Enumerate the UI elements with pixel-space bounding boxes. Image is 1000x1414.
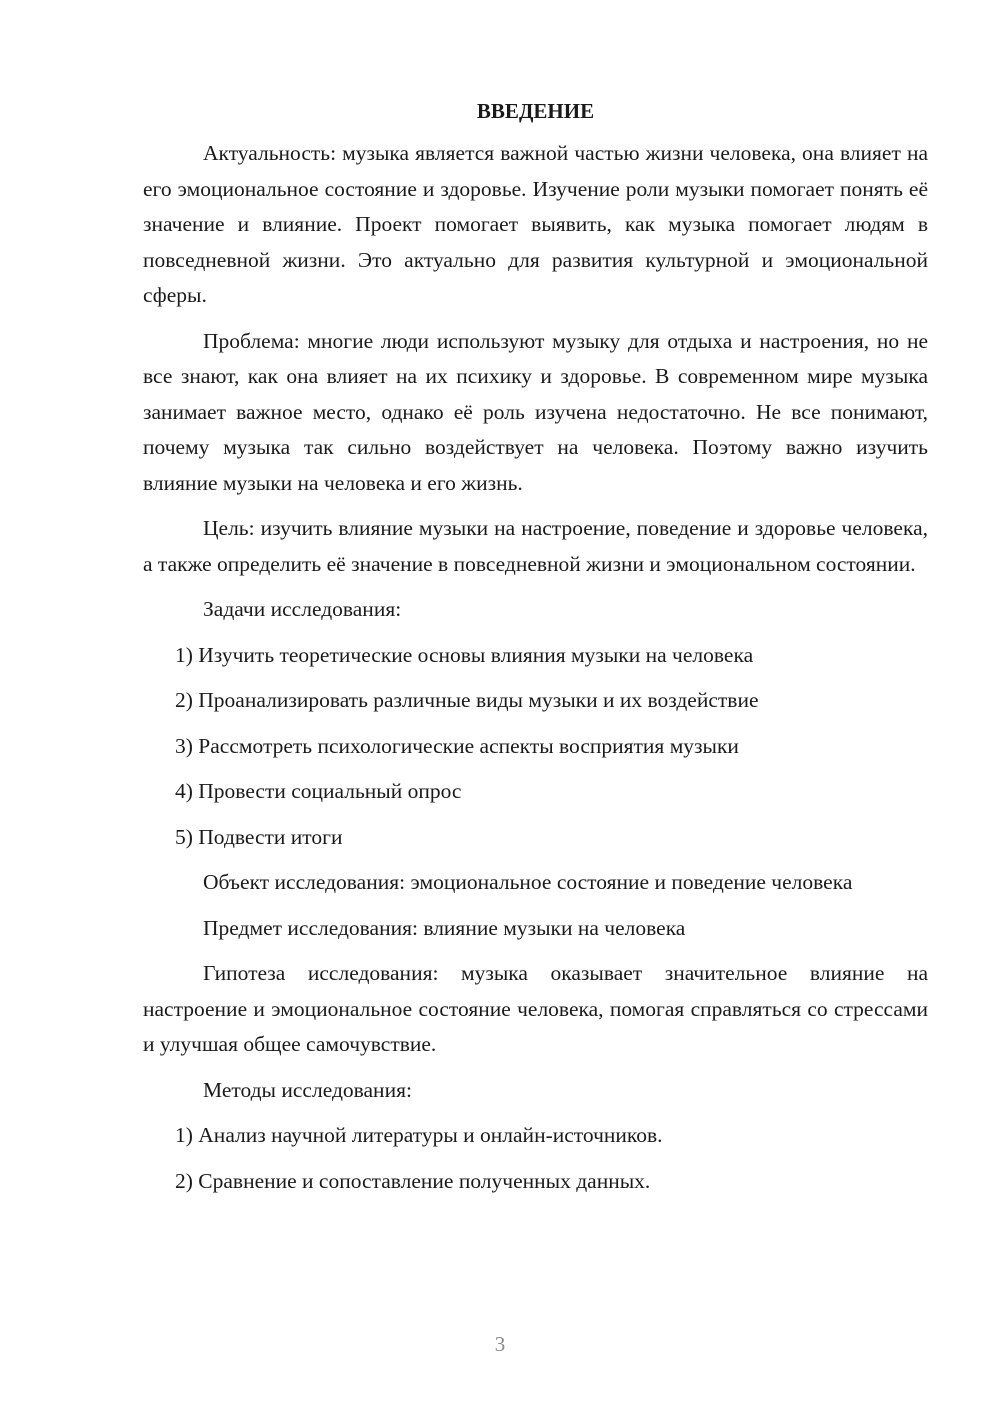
section-title: ВВЕДЕНИЕ [476,99,595,123]
document-page [143,96,928,1209]
problem-paragraph: Проблема: многие люди используют музыку для отдыха и настроения, но не все знают, как она влияет на их психику и здоровье. В современном мире музыка занимает важное место, однако её роль изучена недостаточно. Не все понимают, почему музыка так сильно воздействует на человека. Поэтому важно изучить влияние музыки на человека и его жизнь. [143,328,928,495]
goal-paragraph: Цель: изучить влияние музыки на настроение, поведение и здоровье человека, а также определить её значение в повседневной жизни и эмоциональном состоянии. [143,516,928,576]
object-paragraph: Объект исследования: эмоциональное состояние и поведение человека [203,870,853,894]
tasks-heading: Задачи исследования: [203,597,402,621]
method-item: 2) Сравнение и сопоставление полученных данных. [175,1168,651,1193]
methods-list [143,1118,928,1199]
subject-paragraph: Предмет исследования: влияние музыки на человека [203,915,686,940]
method-item: 1) Анализ научной литературы и онлайн-источников. [175,1123,663,1147]
methods-heading: Методы исследования: [203,1077,412,1102]
relevance-paragraph: Актуальность: музыка является важной частью жизни человека, она влияет на его эмоциональное состояние и здоровье. Изучение роли музыки помогает понять её значение и влияние. Проект помогает выявить, как музыка помогает людям в повседневной жизни. Это актуально для развития культурной и эмоциональной сферы. [143,141,928,307]
page-number: 3 [494,1332,506,1356]
task-item: 1) Изучить теоретические основы влияния музыки на человека [175,642,754,667]
task-item: 5) Подвести итоги [175,824,343,849]
hypothesis-paragraph: Гипотеза исследования: музыка оказывает значительное влияние на настроение и эмоциональное состояние человека, помогая справляться со стрессами и улучшая общее самочувствие. [143,961,928,1056]
task-item: 3) Рассмотреть психологические аспекты восприятия музыки [175,733,739,758]
tasks-list [143,638,928,856]
task-item: 4) Провести социальный опрос [175,779,462,803]
task-item: 2) Проанализировать различные виды музыки и их воздействие [175,688,759,712]
